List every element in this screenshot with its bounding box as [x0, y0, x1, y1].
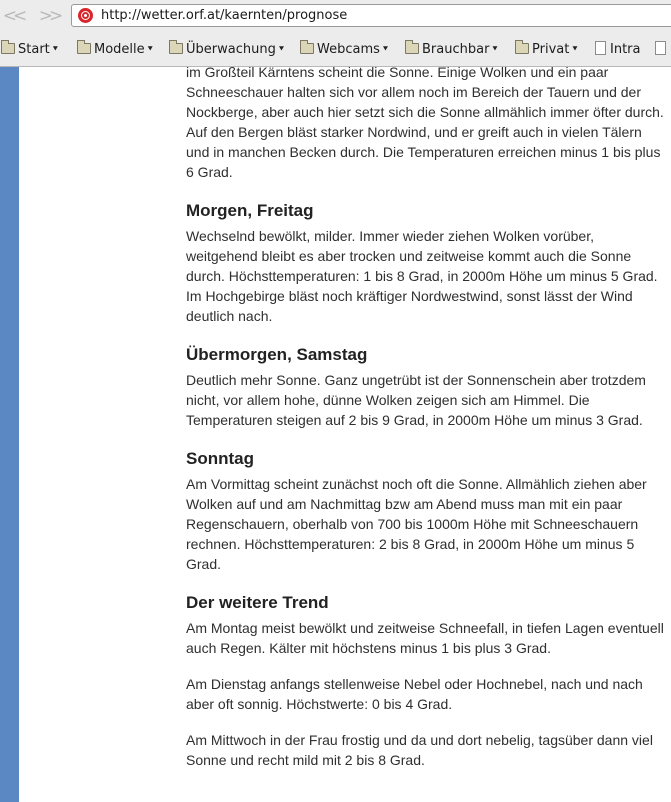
page-icon	[655, 41, 666, 55]
chevron-down-icon: ⯆	[571, 45, 579, 55]
bookmark-folder-start[interactable]	[1, 38, 59, 62]
chevron-down-icon: ⯆	[491, 45, 499, 55]
folder-icon	[300, 43, 314, 54]
section-heading-tomorrow: Morgen, Freitag	[186, 201, 314, 220]
section-text-day-after: Deutlich mehr Sonne. Ganz ungetrübt ist der Sonnenschein aber trotzdem nicht, vor allem hohe, dünne Wolken zeigen sich am Himmel. Die Temperaturen steigen auf 2 bis 9 Grad, in 2000m Höhe um minus 3 Grad.	[186, 372, 646, 428]
forecast-content	[186, 62, 664, 786]
section-text-sunday: Am Vormittag scheint zunächst noch oft die Sonne. Allmählich ziehen aber Wolken auf und am Nachmittag bzw am Abend muss man mit ein paar Regenschauern, oberhalb von 700 bis 1000m Höhe mit Schneeschauern rechnen. Höchsttemperaturen: 2 bis 8 Grad, in 2000m Höhe um minus 5 Grad.	[186, 476, 647, 572]
bookmark-intra[interactable]	[595, 38, 640, 62]
bookmark-folder-ueberwachung[interactable]	[169, 38, 285, 62]
folder-icon	[515, 43, 529, 54]
trend-paragraph-tuesday: Am Dienstag anfangs stellenweise Nebel oder Hochnebel, nach und nach aber oft sonnig. Höchstwerte: 0 bis 4 Grad.	[186, 676, 643, 712]
chevron-down-icon: ⯆	[51, 45, 59, 55]
bookmark-overflow[interactable]	[655, 38, 670, 62]
bookmark-label: Privat	[532, 42, 570, 57]
bookmark-folder-brauchbar[interactable]	[405, 38, 499, 62]
page-left-sidebar	[0, 67, 19, 802]
forecast-today-text: im Großteil Kärntens scheint die Sonne. Einige Wolken und ein paar Schneeschauer halten sich vor allem noch im Bereich der Tauern und der Nockberge, aber auch hier setzt sich die Sonne allmählich immer öfter durch. Auf den Bergen bläst starker Nordwind, und er greift auch in vielen Tälern und in manchen Becken durch. Die Temperaturen erreichen minus 1 bis plus 6 Grad.	[186, 64, 664, 180]
chevron-down-icon: ⯆	[277, 45, 286, 55]
bookmark-label: Intra	[610, 42, 641, 57]
bookmark-label: Modelle	[94, 42, 145, 57]
folder-icon	[169, 43, 183, 54]
section-heading-trend: Der weitere Trend	[186, 593, 329, 612]
folder-icon	[405, 43, 419, 54]
bookmark-folder-modelle[interactable]	[77, 38, 154, 62]
trend-paragraph-monday: Am Montag meist bewölkt und zeitweise Schneefall, in tiefen Lagen eventuell auch Regen. Kälter mit höchstens minus 1 bis plus 3 Grad.	[186, 620, 664, 656]
url-bar[interactable]	[71, 4, 671, 27]
bookmark-folder-webcams[interactable]	[300, 38, 389, 62]
site-favicon-icon	[78, 8, 93, 23]
bookmark-folder-privat[interactable]	[515, 38, 579, 62]
back-button[interactable]: <<	[2, 6, 24, 26]
trend-paragraph-wednesday: Am Mittwoch in der Frau frostig und da und dort nebelig, tagsüber dann viel Sonne und recht mild mit 2 bis 8 Grad.	[186, 732, 653, 768]
folder-icon	[77, 43, 91, 54]
browser-chrome	[0, 0, 671, 67]
bookmark-label: Brauchbar	[422, 42, 490, 57]
section-heading-day-after: Übermorgen, Samstag	[186, 345, 368, 364]
chevron-down-icon: ⯆	[381, 45, 390, 55]
section-text-tomorrow: Wechselnd bewölkt, milder. Immer wieder ziehen Wolken vorüber, weitgehend bleibt es aber trocken und zeitweise kommt auch die Sonne durch. Höchsttemperaturen: 1 bis 8 Grad, in 2000m Höhe um minus 5 Grad. Im Hochgebirge bläst noch kräftiger Nordwestwind, sonst lässt der Wind deutlich nach.	[186, 228, 658, 324]
bookmarks-toolbar	[0, 38, 671, 64]
url-text[interactable]: http://wetter.orf.at/kaernten/prognose	[101, 8, 348, 23]
bookmark-label: Webcams	[317, 42, 380, 57]
folder-icon	[1, 43, 15, 54]
page-icon	[595, 41, 606, 55]
bookmark-label: Start	[18, 42, 50, 57]
forward-button[interactable]: >>	[38, 6, 60, 26]
bookmark-label: Überwachung	[186, 42, 276, 57]
section-heading-sunday: Sonntag	[186, 449, 254, 468]
chevron-down-icon: ⯆	[146, 45, 154, 55]
